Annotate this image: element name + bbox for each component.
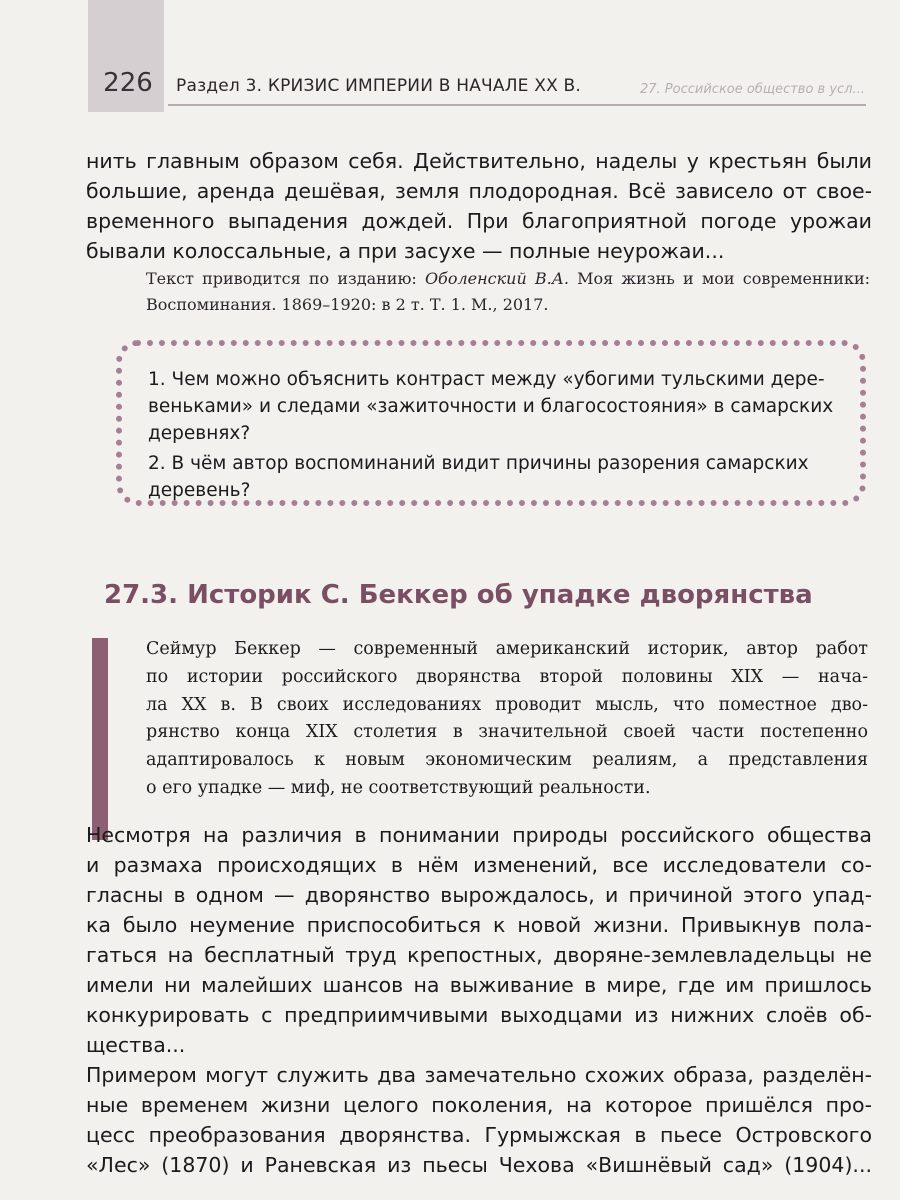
quote-line: Сеймур Беккер — современный американский историк, автор работ <box>146 639 868 659</box>
text-line: «Лес» (1870) и Раневская из пьесы Чехова «Вишнёвый сад» (1904)... <box>86 1153 872 1177</box>
text-line: временного выпадения дождей. При благоприятной погоде урожаи <box>86 209 872 233</box>
quote-line: адаптировалось к новым экономическим реалиям, а представления <box>146 750 868 771</box>
header-rule <box>168 104 866 106</box>
text-line: бывали колоссальные, а при засухе — полные неурожаи... <box>86 239 725 263</box>
citation-line <box>146 266 870 292</box>
text-line: гласны в одном — дворянство вырождалось, и причиной этого упад- <box>86 883 872 907</box>
quote-accent-bar <box>92 638 108 840</box>
source-citation <box>146 266 870 318</box>
section-heading: 27.3. Историк С. Беккер об упадке дворянства <box>104 580 813 610</box>
question-1 <box>148 366 838 447</box>
intro-paragraph <box>86 146 872 266</box>
citation-line: Воспоминания. 1869–1920: в 2 т. Т. 1. М., 2017. <box>146 295 549 314</box>
question-2 <box>148 450 838 504</box>
text-line: и размаха происходящих в нём изменений, все исследователи со- <box>86 853 872 877</box>
text-line: щества... <box>86 1033 186 1057</box>
text-line: ные временем жизни целого поколения, на которое пришёлся про- <box>86 1093 872 1117</box>
text-line: цесс преобразования дворянства. Гурмыжская в пьесе Островского <box>86 1123 872 1147</box>
page-number: 226 <box>103 68 153 98</box>
question-line: веньками» и следами «зажиточности и благосостояния» в самарских <box>148 396 834 417</box>
citation-author: Оболенский В.А. <box>424 269 569 288</box>
question-line: деревень? <box>148 480 251 501</box>
text-line: Несмотря на различия в понимании природы российского общества <box>86 823 872 847</box>
text-line: Примером могут служить два замечательно схожих образа, разделён- <box>86 1063 872 1087</box>
questions-box <box>116 340 866 506</box>
text-line: гаться на бесплатный труд крепостных, дворяне-землевладельцы не <box>86 943 872 967</box>
text-line: большие, аренда дешёвая, земля плодородная. Всё зависело от свое- <box>86 179 872 203</box>
text-line: нить главным образом себя. Действительно, наделы у крестьян были <box>86 149 872 173</box>
question-line: 2. В чём автор воспоминаний видит причины разорения самарских <box>148 453 809 474</box>
main-paragraph-1 <box>86 820 872 1060</box>
bleed-through-running-head: 27. Российское общество в усл... <box>640 82 865 97</box>
citation-title: Моя жизнь и мои современники: <box>568 269 871 288</box>
text-line: ка было неумение приспособиться к новой жизни. Привыкнув пола- <box>86 913 872 937</box>
citation-prefix: Текст приводится по изданию: <box>146 269 425 288</box>
question-line: 1. Чем можно объяснить контраст между «убогими тульскими дере- <box>148 369 825 390</box>
quote-line: ла XX в. В своих исследованиях проводит мысль, что поместное дво- <box>146 694 868 715</box>
running-head: Раздел 3. КРИЗИС ИМПЕРИИ В НАЧАЛЕ XX В. <box>176 76 581 96</box>
quote-line: о его упадке — миф, не соответствующий реальности. <box>146 777 651 798</box>
main-paragraph-2 <box>86 1060 872 1180</box>
quote-line: рянство конца XIX столетия в значительной своей части постепенно <box>146 722 868 743</box>
text-line: конкурировать с предприимчивыми выходцами из нижних слоёв об- <box>86 1003 872 1027</box>
question-line: деревнях? <box>148 423 251 444</box>
historian-intro-quote <box>146 636 868 803</box>
quote-line: по истории российского дворянства второй половины XIX — нача- <box>146 666 868 687</box>
text-line: имели ни малейших шансов на выживание в мире, где им пришлось <box>86 973 872 997</box>
